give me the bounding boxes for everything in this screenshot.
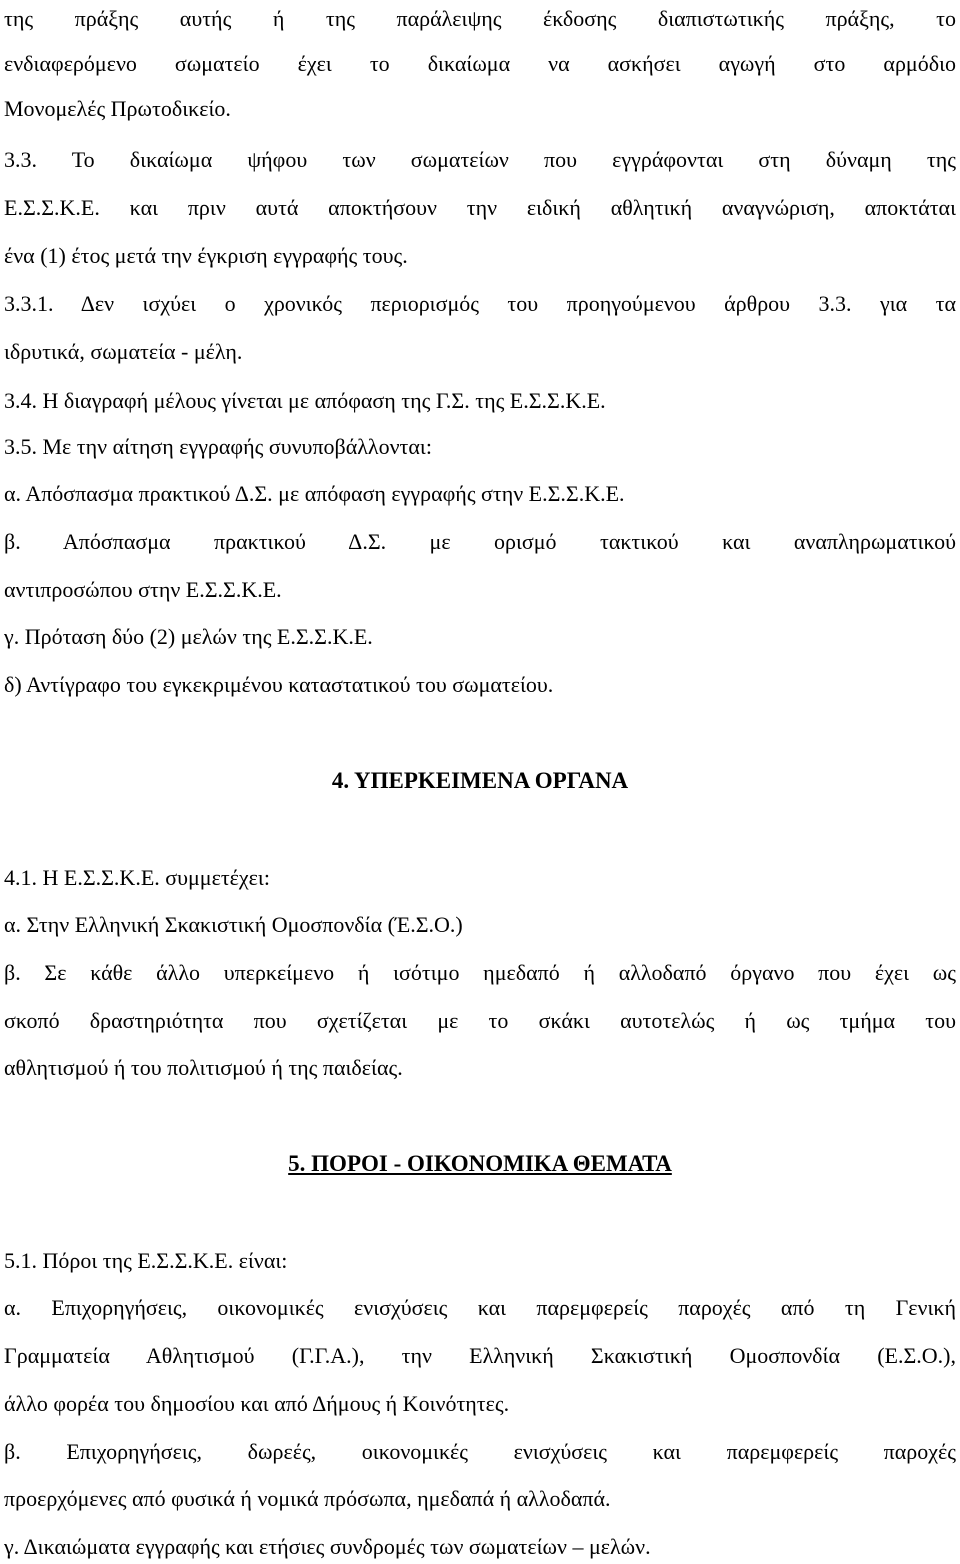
paragraph-line: ένα (1) έτος μετά την έγκριση εγγραφής τους.: [4, 243, 408, 268]
section-heading: 4. ΥΠΕΡΚΕΙΜΕΝΑ ΟΡΓΑΝΑ: [331, 768, 629, 793]
paragraph-line: 3.3. Το δικαίωμα ψήφου των σωματείων που εγγράφονται στη δύναμη της: [4, 147, 956, 172]
paragraph-line: Γραμματεία Αθλητισμού (Γ.Γ.Α.), την Ελληνική Σκακιστική Ομοσπονδία (Ε.Σ.Ο.),: [4, 1343, 956, 1368]
paragraph-line: 4.1. Η Ε.Σ.Σ.Κ.Ε. συμμετέχει:: [4, 865, 270, 890]
paragraph-line: Ε.Σ.Σ.Κ.Ε. και πριν αυτά αποκτήσουν την ειδική αθλητική αναγνώριση, αποκτάται: [4, 195, 956, 220]
paragraph-line: αθλητισμού ή του πολιτισμού ή της παιδείας.: [4, 1055, 403, 1080]
paragraph-line: Μονομελές Πρωτοδικείο.: [4, 96, 231, 121]
paragraph-line: αντιπροσώπου στην Ε.Σ.Σ.Κ.Ε.: [4, 577, 282, 602]
paragraph-line: β. Επιχορηγήσεις, δωρεές, οικονομικές ενισχύσεις και παρεμφερείς παροχές: [4, 1439, 956, 1464]
paragraph-line: β. Σε κάθε άλλο υπερκείμενο ή ισότιμο ημεδαπό ή αλλοδαπό όργανο που έχει ως: [4, 960, 956, 985]
paragraph-line: της πράξης αυτής ή της παράλειψης έκδοσης διαπιστωτικής πράξης, το: [4, 6, 956, 31]
paragraph-line: ενδιαφερόμενο σωματείο έχει το δικαίωμα να ασκήσει αγωγή στο αρμόδιο: [4, 51, 956, 76]
paragraph-line: προερχόμενες από φυσικά ή νομικά πρόσωπα, ημεδαπά ή αλλοδαπά.: [4, 1486, 611, 1511]
paragraph-line: γ. Πρόταση δύο (2) μελών της Ε.Σ.Σ.Κ.Ε.: [4, 624, 373, 649]
paragraph-line: α. Επιχορηγήσεις, οικονομικές ενισχύσεις και παρεμφερείς παροχές από τη Γενική: [4, 1295, 956, 1320]
paragraph-line: α. Στην Ελληνική Σκακιστική Ομοσπονδία (Έ.Σ.Ο.): [4, 912, 463, 937]
paragraph-line: 3.3.1. Δεν ισχύει ο χρονικός περιορισμός του προηγούμενου άρθρου 3.3. για τα: [4, 291, 956, 316]
paragraph-line: σκοπό δραστηριότητα που σχετίζεται με το σκάκι αυτοτελώς ή ως τμήμα του: [4, 1008, 956, 1033]
paragraph-line: β. Απόσπασμα πρακτικού Δ.Σ. με ορισμό τακτικού και αναπληρωματικού: [4, 529, 956, 554]
paragraph-line: 5.1. Πόροι της Ε.Σ.Σ.Κ.Ε. είναι:: [4, 1248, 288, 1273]
paragraph-line: άλλο φορέα του δημοσίου και από Δήμους ή Κοινότητες.: [4, 1391, 510, 1416]
paragraph-line: δ) Αντίγραφο του εγκεκριμένου καταστατικού του σωματείου.: [4, 672, 554, 697]
paragraph-line: 3.5. Με την αίτηση εγγραφής συνυποβάλλονται:: [4, 434, 432, 459]
paragraph-line: α. Απόσπασμα πρακτικού Δ.Σ. με απόφαση εγγραφής στην Ε.Σ.Σ.Κ.Ε.: [4, 481, 625, 506]
section-heading: 5. ΠΟΡΟΙ - ΟΙΚΟΝΟΜΙΚΑ ΘΕΜΑΤΑ: [288, 1151, 672, 1176]
paragraph-line: γ. Δικαιώματα εγγραφής και ετήσιες συνδρομές των σωματείων – μελών.: [4, 1534, 651, 1559]
paragraph-line: ιδρυτικά, σωματεία - μέλη.: [4, 339, 243, 364]
paragraph-line: 3.4. Η διαγραφή μέλους γίνεται με απόφαση της Γ.Σ. της Ε.Σ.Σ.Κ.Ε.: [4, 388, 606, 413]
